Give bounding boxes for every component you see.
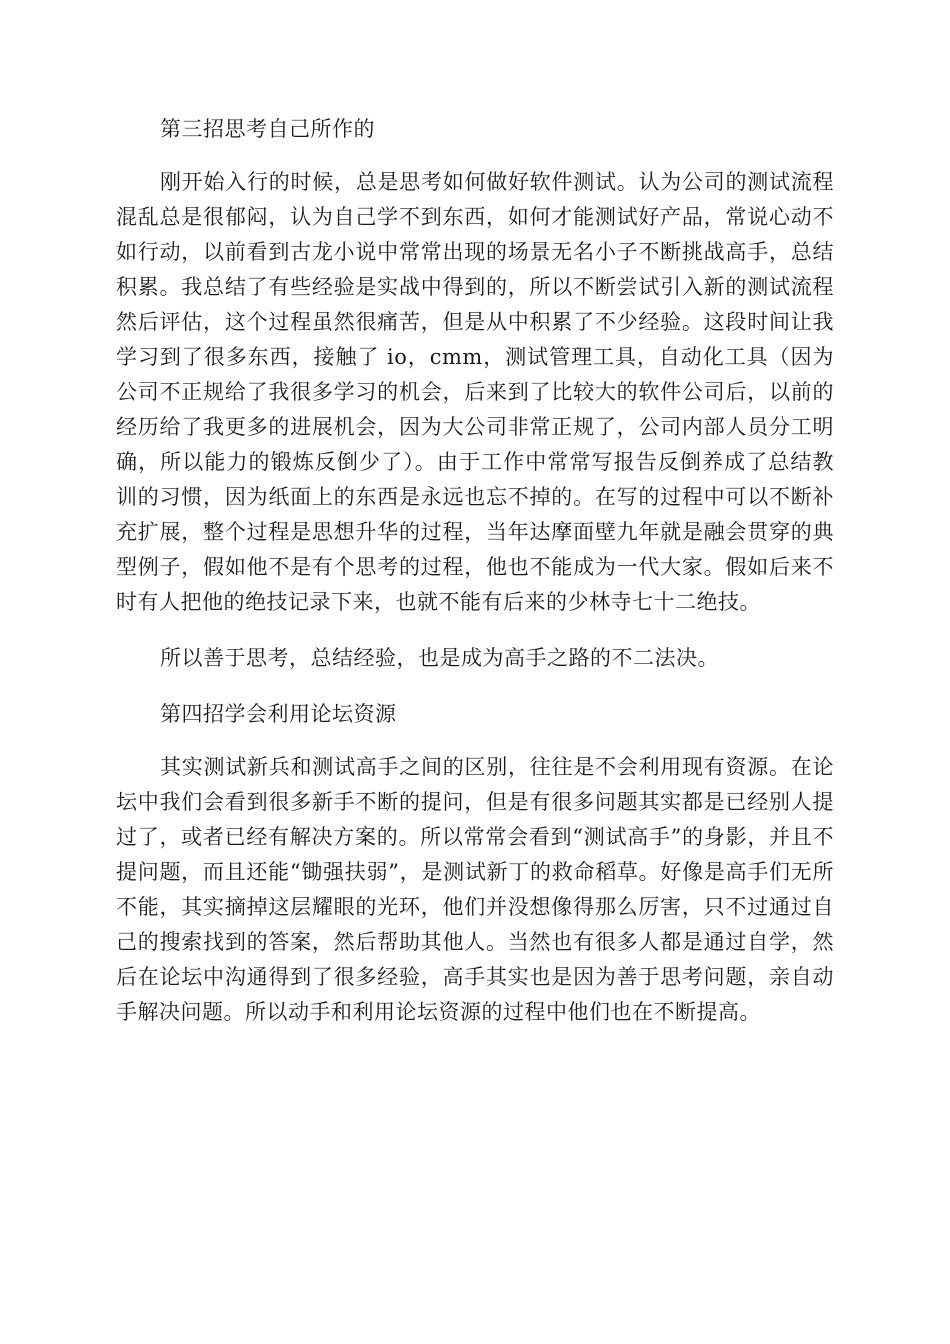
section-heading-3: 第三招思考自己所作的 [160, 117, 375, 141]
body-paragraph: 所以善于思考，总结经验，也是成为高手之路的不二法决。 [160, 646, 719, 670]
body-paragraph: 其实测试新兵和测试高手之间的区别，往往是不会利用现有资源。在论坛中我们会看到很多新手不断的提问，但是有很多问题其实都是已经别人提过了，或者已经有解决方案的。所以常常会看到“测试高手”的身影，并且不提问题，而且还能“锄强扶弱”，是测试新丁的救命稻草。好像是高手们无所不能，其实摘掉这层耀眼的光环，他们并没想像得那么厉害，只不过通过自己的搜索找到的答案，然后帮助其他人。当然也有很多人都是通过自学，然后在论坛中沟通得到了很多经验，高手其实也是因为善于思考问题，亲自动手解决问题。所以动手和利用论坛资源的过程中他们也在不断提高。 [116, 755, 834, 1024]
body-paragraph: 刚开始入行的时候，总是思考如何做好软件测试。认为公司的测试流程混乱总是很郁闷，认为自己学不到东西，如何才能测试好产品，常说心动不如行动，以前看到古龙小说中常常出现的场景无名小子不断挑战高手，总结积累。我总结了有些经验是实战中得到的，所以不断尝试引入新的测试流程然后评估，这个过程虽然很痛苦，但是从中积累了不少经验。这段时间让我学习到了很多东西，接触了 io，cmm，测试管理工具，自动化工具（因为公司不正规给了我很多学习的机会，后来到了比较大的软件公司后，以前的经历给了我更多的进展机会，因为大公司非常正规了，公司内部人员分工明确，所以能力的锻炼反倒少了）。由于工作中常常写报告反倒养成了总结教训的习惯，因为纸面上的东西是永远也忘不掉的。在写的过程中可以不断补充扩展，整个过程是思想升华的过程，当年达摩面壁九年就是融会贯穿的典型例子，假如他不是有个思考的过程，他也不能成为一代大家。假如后来不时有人把他的绝技记录下来，也就不能有后来的少林寺七十二绝技。 [116, 170, 834, 614]
document-body [116, 112, 834, 1051]
section-heading-4: 第四招学会利用论坛资源 [160, 702, 397, 726]
